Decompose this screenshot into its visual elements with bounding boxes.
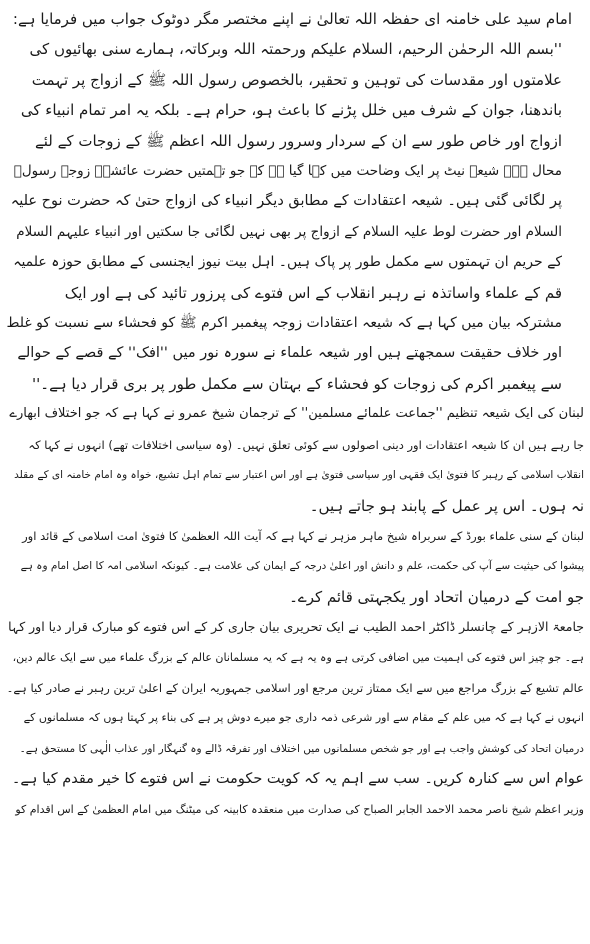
text-line: درمیان اتحاد کی کوشش واجب ہے اور جو شخص مسلمانوں میں اختلاف اور تفرقہ ڈالے وہ گنہگار اور عذاب الٰہی کا مستحق ہے۔ — [19, 742, 584, 755]
text-line: ہے۔ جو چیز اس فتوے کی اہمیت میں اضافی کرتی ہے وہ یہ ہے کہ یہ مسلمانان عالم کے بزرگ علماء میں سے ایک عالم دین، — [12, 650, 584, 664]
text-line: پیشوا کی حیثیت سے آپ کی حکمت، علم و دانش اور اعلیٰ درجہ کے ایمان کی علامت ہے۔ کیونکہ اسلامی امہ کا اصل امام وہ ہے — [20, 560, 584, 573]
text-line: امام سید علی خامنہ ای حفظہ اللہ تعالیٰ نے اپنے مختصر مگر دوٹوک جواب میں فرمایا ہے: — [12, 10, 572, 28]
text-line: مشترکہ بیان میں کہا ہے کہ شیعہ اعتقادات زوجہ پیغمبر اکرم ﷺ کو فحشاء سے نسبت کو غلط — [6, 315, 562, 332]
text-line: انقلاب اسلامی کے رہبر کا فتویٰ ایک فقہی اور سیاسی فتویٰ ہے اور اس اعتبار سے تمام اہل تشیع، خواہ وہ امام خامنہ ای کے مقلد — [14, 469, 584, 482]
text-line: وزیر اعظم شیخ ناصر محمد الاحمد الجابر الصباح کی صدارت میں منعقدہ کابینہ کی میٹنگ میں امام العظمیٰ کے اس اقدام کو — [15, 802, 584, 816]
text-line: پر لگائی گئی ہیں۔ شیعہ اعتقادات کے مطابق دیگر انبیاء کی ازواج حتیٰ کہ حضرت نوح علیہ — [10, 193, 562, 210]
text-line: جامعۃ الازہر کے چانسلر ڈاکٹر احمد الطیب نے ایک تحریری بیان جاری کر کے اس فتوے کو مبارک قرار دیا اور کہا — [8, 619, 584, 635]
text-line: سے پیغمبر اکرم کی زوجات کو فحشاء کے بہتان سے مکمل طور پر بری قرار دیا ہے۔'' — [32, 374, 562, 393]
lebanon-shia-paragraph — [6, 399, 584, 521]
text-line: اور خلاف حقیقت سمجھتے ہیں اور شیعہ علماء نے سورہ نور میں ''افک'' کے قصے کے حوالے — [17, 345, 562, 362]
text-line: السلام اور حضرت لوط علیہ السلام کے ازواج پر بھی نہیں لگائی جا سکتیں اور انبیاء علیہم السلام — [16, 223, 562, 240]
text-line: انہوں نے کہا ہے کہ میں علم کے مقام سے اور شرعی ذمہ داری جو میرے دوش پر ہے کی بناء پر کہتا ہوں کہ مسلمانوں کے — [23, 711, 584, 725]
fatwa-quote-paragraph — [6, 34, 584, 399]
text-line: کے حریم ان تہمتوں سے مکمل طور پر پاک ہیں۔ اہل بیت نیوز ایجنسی کے مطابق حوزہ علمیہ — [13, 254, 562, 271]
text-line: قم کے علماء واساتذہ نے رہبر انقلاب کے اس فتوے کی پرزور تائید کی ہے اور ایک — [64, 283, 562, 302]
text-line: عالم تشیع کے بزرگ مراجع میں سے ایک ممتاز ترین مرجع اور اسلامی جمہوریہ ایران کے اعلیٰ ترین رہبر نے صادر کیا ہے۔ — [6, 680, 584, 695]
text-line: لبنان کی ایک شیعہ تنظیم ''جماعت علمائے مسلمین'' کے ترجمان شیخ عمرو نے کہا ہے کہ جو اختلاف ابھارے — [9, 406, 584, 422]
text-line: نہ ہوں۔ اس پر عمل کے پابند ہو جاتے ہیں۔ — [309, 496, 584, 515]
text-line: باندھنا، جوان کے شرف میں خلل پڑنے کا باعث ہو، حرام ہے۔ بلکہ یہ امر تمام انبیاء کی — [20, 101, 562, 120]
text-line: محال ہے۔ شیعہ نیٹ پر ایک وضاحت میں کہا گیا ہے کہ جو تہمتیں حضرت عائشہؓ زوجہ رسولؐ — [13, 163, 562, 180]
text-line: لبنان کے سنی علماء بورڈ کے سربراہ شیخ ماہر مزہر نے کہا ہے کہ آیت اللہ العظمیٰ کا فتویٰ امت اسلامی کے قائد اور — [22, 528, 584, 543]
text-line: جو امت کے درمیان اتحاد اور یکجہتی قائم کرے۔ — [289, 587, 584, 606]
text-line: علامتوں اور مقدسات کی توہین و تحقیر، بالخصوص رسول اللہ ﷺ کے ازواج پر تہمت — [31, 70, 562, 89]
text-line: جا رہے ہیں ان کا شیعہ اعتقادات اور دینی اصولوں سے کوئی تعلق نہیں۔ (وہ سیاسی اختلافات تھے) انہوں نے کہا کہ — [28, 437, 584, 452]
text-line: ازواج اور خاص طور سے ان کے سردار وسرور رسول اللہ اعظم ﷺ کے زوجات کے لئے — [34, 131, 562, 150]
text-line: ''بسم اللہ الرحمٰن الرحیم، السلام علیکم ورحمتہ اللہ وبرکاتہ، ہمارے سنی بھائیوں کی — [29, 40, 562, 59]
kuwait-paragraph — [6, 795, 584, 825]
al-azhar-paragraph — [6, 612, 584, 794]
text-line: عوام اس سے کنارہ کریں۔ سب سے اہم یہ کہ کویت حکومت نے اس فتوے کا خیر مقدم کیا ہے۔ — [11, 771, 584, 788]
intro-paragraph — [6, 4, 584, 34]
lebanon-sunni-paragraph — [6, 521, 584, 612]
